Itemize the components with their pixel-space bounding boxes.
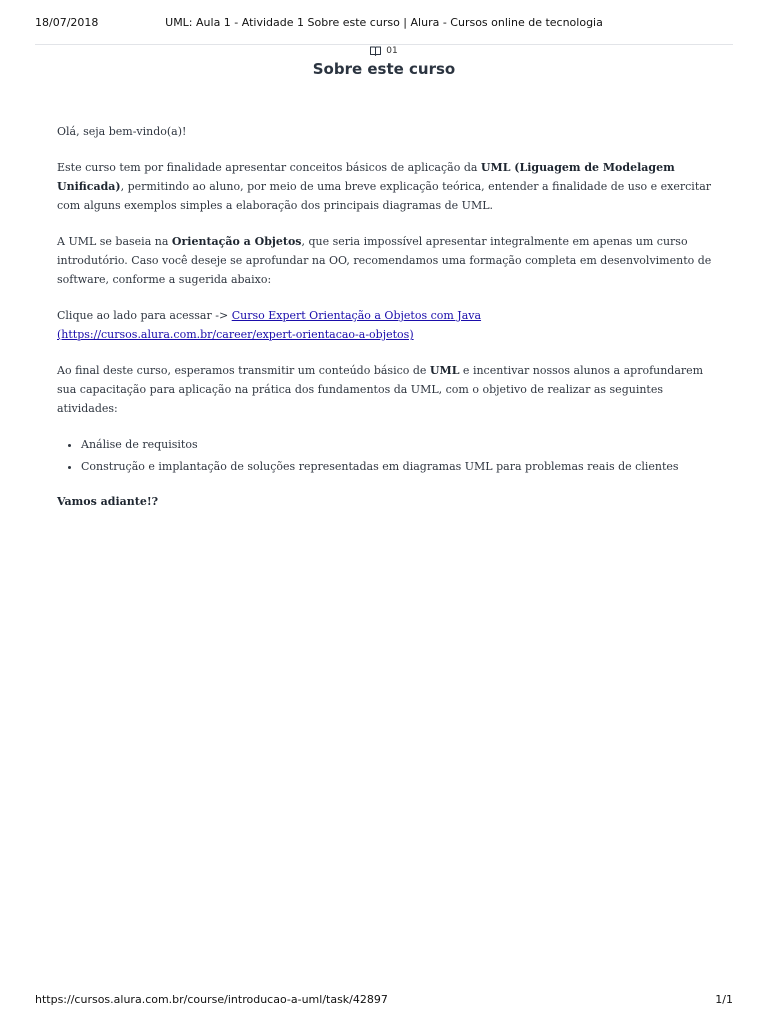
goals-text: Ao final deste curso, esperamos transmitir um conteúdo básico de — [57, 364, 430, 377]
greeting-paragraph: Olá, seja bem-vindo(a)! — [57, 125, 187, 138]
print-page-title: UML: Aula 1 - Atividade 1 Sobre este curso | Alura - Cursos online de tecnologia — [165, 16, 603, 29]
print-url: https://cursos.alura.com.br/course/introducao-a-uml/task/42897 — [35, 993, 388, 1006]
task-content — [57, 122, 713, 528]
oo-paragraph — [57, 232, 713, 289]
page-number: 1/1 — [715, 993, 733, 1006]
closing-paragraph — [57, 492, 713, 511]
task-number: 01 — [386, 46, 398, 56]
list-item: • Construção e implantação de soluções representadas em diagramas UML para problemas reais de clientes — [81, 457, 713, 476]
intro-text: Este curso tem por finalidade apresentar conceitos básicos de aplicação da — [57, 161, 481, 174]
list-item: • Análise de requisitos — [81, 435, 713, 454]
uml-definition: UML (Liguagem de Modelagem Unificada) — [57, 161, 675, 193]
oo-term: Orientação a Objetos — [171, 235, 302, 248]
goals-paragraph — [57, 361, 713, 418]
print-date: 18/07/2018 — [35, 16, 99, 29]
link-prompt: Clique ao lado para acessar -> — [57, 309, 232, 322]
activities-list — [57, 435, 713, 476]
oo-text: A UML se baseia na — [57, 235, 172, 248]
closing-text: Vamos adiante!? — [57, 495, 159, 508]
oo-text-cont: , que seria impossível apresentar integralmente em apenas um curso introdutório. Caso você deseje se aprofundar na OO, recomendamos uma formação completa em desenvolvimento de software, conforme a sugerida abaixo: — [57, 235, 712, 286]
goals-text-cont: e incentivar nossos alunos a aprofundarem sua capacitação para aplicação na prática dos fundamentos da UML, com o objetivo de realizar as seguintes atividades: — [57, 364, 704, 415]
uml-term: UML — [429, 364, 460, 377]
page-title: Sobre este curso — [312, 60, 456, 78]
task-number-row — [35, 46, 733, 56]
link-paragraph — [57, 306, 713, 344]
intro-text-cont: , permitindo ao aluno, por meio de uma breve explicação teórica, entender a finalidade de uso e exercitar com alguns exemplos simples a elaboração dos principais diagramas de UML. — [57, 180, 712, 212]
book-icon — [370, 46, 381, 56]
task-header — [35, 44, 733, 78]
course-link[interactable]: Curso Expert Orientação a Objetos com Java (https://cursos.alura.com.br/career/expert-orientacao-a-objetos) — [57, 309, 482, 341]
intro-paragraph — [57, 158, 713, 215]
